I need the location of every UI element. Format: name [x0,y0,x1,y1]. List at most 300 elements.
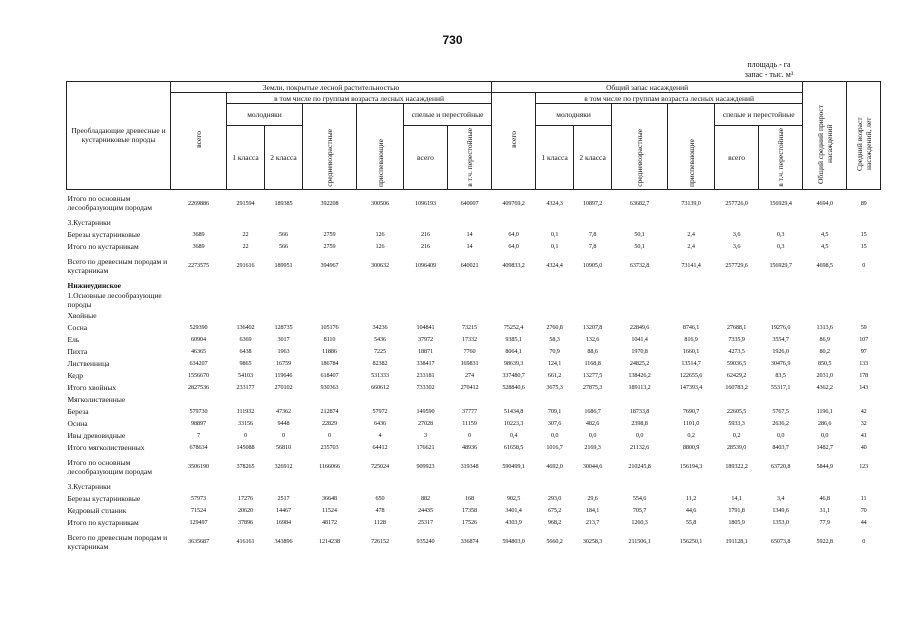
table-row [67,189,881,216]
cell-value: 212874 [320,407,339,415]
cell-value: 77,9 [819,518,830,526]
cell-value: 105176 [320,323,339,331]
cell-value: 48172 [322,518,337,526]
cell-value: 930363 [320,383,339,391]
cell-value: 44,6 [685,506,697,514]
cell-value: 63720,8 [770,463,791,471]
cell-value [536,309,574,321]
cell-value: 709,1 [547,407,562,415]
cell-value [303,480,357,492]
cell-value: 343896 [274,538,293,546]
cell-value: 2269886 [188,199,209,207]
cell-value: 156250,1 [679,538,703,546]
cell-value: 189113,2 [628,383,651,391]
cell-value [303,216,357,228]
cell-value: 8403,7 [772,443,789,451]
cell-value [612,291,668,309]
cell-value [265,291,303,309]
cell-value: 10897,2 [582,199,603,207]
row-label: Пихта [67,346,88,356]
cell-value: 73139,0 [681,199,701,207]
cell-value: 618407 [320,371,339,379]
stock-overmature-header: в т.ч. перестойные [759,126,803,190]
cell-value: 61658,5 [503,443,524,451]
cell-value [715,480,759,492]
cell-value: 62429,2 [726,371,747,379]
cell-value: 34236 [372,323,388,331]
cell-value: 71524 [191,506,206,514]
cell-value: 63682,7 [629,199,650,207]
cell-value [448,480,492,492]
row-label: 3.Кустарники [67,217,111,227]
cell-value: 1313,6 [816,323,833,331]
cell-value: 4694,0 [816,199,833,207]
cell-value: 1805,9 [728,518,745,526]
cell-value [574,216,612,228]
cell-value: 126 [375,230,385,238]
cell-value: 935240 [416,538,435,546]
cell-value: 0,0 [635,431,644,439]
cell-value: 11886 [322,347,337,355]
cell-value: 2760,8 [546,323,563,331]
cell-value: 337480,7 [502,371,525,379]
land-approaching-header: приспевающие [357,104,404,190]
row-label: Итого хвойных [67,382,117,392]
cell-value: 8800,9 [682,443,700,451]
cell-value: 1963 [277,347,290,355]
cell-value: 0 [862,538,866,546]
cell-value [803,309,847,321]
cell-value [574,279,612,291]
avg-increment-header: Общий средний прирост насаждений [803,82,847,190]
cell-value [536,393,574,405]
cell-value [171,480,227,492]
cell-value: 19276,0 [770,323,791,331]
cell-value: 88,6 [587,347,598,355]
cell-value: 909923 [416,463,435,471]
cell-value: 2,4 [687,242,695,250]
stock-total-header: всего [492,93,536,190]
cell-value [171,216,227,228]
cell-value: 3,4 [776,494,785,502]
cell-value: 30476,9 [770,359,791,367]
cell-value: 293,0 [547,494,562,502]
cell-value: 566 [279,230,288,238]
cell-value: 64,0 [508,230,519,238]
cell-value: 326912 [274,463,293,471]
cell-value: 4362,2 [816,383,833,391]
stock-class2-header: 2 класса [574,126,612,190]
cell-value: 409769,2 [502,199,525,207]
cell-value: 126 [375,242,385,250]
cell-value: 156929,4 [769,199,792,207]
cell-value [171,309,227,321]
cell-value [668,291,715,309]
cell-value: 590499,1 [502,463,525,471]
cell-value: 0,3 [776,242,785,250]
cell-value [265,279,303,291]
row-label: 3.Кустарники [67,481,111,491]
table-row [67,345,881,357]
cell-value [227,291,265,309]
species-header: Преобладающие древесные и кустарниковые породы [67,82,171,190]
cell-value: 50,1 [634,230,645,238]
cell-value [227,216,265,228]
cell-value: 2169,3 [584,443,601,451]
cell-value: 98639,3 [503,359,524,367]
cell-value: 0,0 [550,431,559,439]
cell-value [715,393,759,405]
cell-value: 6436 [374,419,386,427]
cell-value [357,309,404,321]
cell-value: 48936 [462,443,478,451]
cell-value [265,216,303,228]
stock-mature-header: спелые и перестойные [715,104,803,126]
cell-value [803,291,847,309]
cell-value [303,279,357,291]
cell-value: 22605,5 [726,407,747,415]
cell-value: 2827536 [188,383,209,391]
cell-value: 3675,3 [546,383,563,391]
cell-value: 189951 [274,262,293,270]
cell-value: 307,6 [547,419,562,427]
cell-value: 233177 [236,383,255,391]
cell-value: 156929,7 [769,262,792,270]
cell-value: 186784 [320,359,339,367]
row-label: Кедровый стланик [67,505,127,515]
cell-value [847,216,881,228]
table-row [67,516,881,528]
stock-class1-header: 1 класса [536,126,574,190]
cell-value: 5436 [374,335,386,343]
cell-value [227,279,265,291]
cell-value: 7335,9 [728,335,745,343]
cell-value [759,309,803,321]
cell-value: 0 [862,262,866,270]
cell-value: 1791,8 [728,506,745,514]
cell-value: 650 [375,494,385,502]
cell-value: 7760 [463,347,476,355]
row-label: Березы кустарниковые [67,229,141,239]
cell-value: 37896 [238,518,253,526]
cell-value: 0 [328,431,331,439]
cell-value: 211506,1 [628,538,651,546]
cell-value [404,480,448,492]
cell-value: 10223,3 [503,419,524,427]
table-row [67,480,881,492]
cell-value: 98897 [191,419,206,427]
cell-value: 4,5 [820,230,829,238]
cell-value [536,291,574,309]
cell-value: 11,2 [685,494,697,502]
cell-value: 725024 [371,463,389,471]
cell-value: 11524 [322,506,337,514]
cell-value [492,309,536,321]
cell-value [404,393,448,405]
cell-value [404,216,448,228]
cell-value: 4273,5 [728,347,745,355]
cell-value [759,480,803,492]
cell-value [759,216,803,228]
row-label: Березы кустарниковые [67,493,141,503]
cell-value [536,480,574,492]
cell-value: 3,6 [732,242,741,250]
cell-value: 2,4 [687,230,695,238]
cell-value: 111932 [236,407,255,415]
cell-value: 1556670 [188,371,209,379]
row-label: Ель [67,334,80,344]
cell-value: 705,7 [632,506,647,514]
cell-value [759,291,803,309]
table-row [67,405,881,417]
cell-value: 83,5 [775,371,786,379]
cell-value: 3,6 [732,230,741,238]
land-age-group-header: в том числе по группам возраста лесных насаждений [227,93,492,104]
cell-value: 3635687 [188,538,209,546]
cell-value: 0,2 [732,431,741,439]
row-label: Всего по древесным породам и кустарникам [67,256,168,275]
cell-value [492,291,536,309]
cell-value [847,309,881,321]
table-row [67,309,881,321]
land-young-header: молодняки [227,104,303,126]
cell-value: 22 [242,230,249,238]
cell-value [265,393,303,405]
cell-value: 257729,6 [725,262,748,270]
cell-value: 579730 [189,407,208,415]
cell-value: 184,1 [585,506,600,514]
cell-value: 51434,8 [503,407,524,415]
land-class1-header: 1 класса [227,126,265,190]
cell-value [303,291,357,309]
cell-value: 65073,8 [770,538,791,546]
cell-value: 27028 [418,419,433,427]
cell-value [536,279,574,291]
cell-value [357,480,404,492]
cell-value: 1260,3 [631,518,648,526]
cell-value: 143 [859,383,869,391]
row-label: Лиственница [67,358,110,368]
cell-value: 3506190 [188,463,209,471]
cell-value: 8110 [323,335,336,343]
row-label: Осина [67,418,88,428]
cell-value: 189322,2 [725,463,748,471]
cell-value: 394967 [320,262,339,270]
cell-value: 216 [421,242,430,250]
cell-value: 124,1 [547,359,562,367]
cell-value: 147393,4 [679,383,703,391]
cell-value: 21132,6 [630,443,650,451]
cell-value: 30258,3 [582,538,603,546]
cell-value: 4303,9 [505,518,522,526]
cell-value: 678634 [189,443,208,451]
cell-value: 4324,4 [546,262,563,270]
cell-value: 54103 [238,371,253,379]
stock-middle-header: средневозрастные [612,104,668,190]
cell-value [227,393,265,405]
cell-value: 42 [860,407,867,415]
cell-value: 1349,6 [772,506,789,514]
cell-value: 1686,7 [584,407,601,415]
cell-value: 1970,8 [631,347,648,355]
cell-value [668,216,715,228]
cell-value: 9448 [277,419,290,427]
cell-value: 7690,7 [682,407,700,415]
cell-value: 1016,7 [546,443,563,451]
cell-value [492,279,536,291]
cell-value: 82382 [372,359,388,367]
cell-value: 270412 [460,383,479,391]
cell-value: 968,2 [547,518,562,526]
cell-value: 8746,1 [682,323,700,331]
table-body [67,189,881,555]
cell-value: 138426,2 [628,371,651,379]
cell-value: 0,1 [550,242,559,250]
cell-value: 235703 [320,443,339,451]
cell-value [357,291,404,309]
cell-value: 9865 [239,359,252,367]
cell-value: 5767,5 [772,407,789,415]
cell-value: 58,3 [549,335,560,343]
table-row [67,291,881,309]
cell-value: 0,0 [588,431,597,439]
cell-value: 2273575 [188,262,209,270]
cell-value: 216 [421,230,430,238]
table-row [67,393,881,405]
table-row [67,216,881,228]
cell-value: 1096409 [415,262,436,270]
table-row [67,429,881,441]
stock-age-group-header: в том числе по группам возраста лесных насаждений [536,93,803,104]
cell-value: 20620 [238,506,253,514]
cell-value: 531333 [371,371,389,379]
cell-value: 7225 [374,347,386,355]
table-row [67,252,881,279]
table-row [67,492,881,504]
cell-value: 22829 [322,419,337,427]
cell-value: 160783,2 [725,383,748,391]
cell-value: 57973 [191,494,206,502]
cell-value: 1353,0 [772,518,789,526]
cell-value: 119646 [274,371,293,379]
cell-value: 57972 [372,407,388,415]
cell-value: 319348 [460,463,479,471]
cell-value: 80,2 [819,347,830,355]
cell-value: 122655,6 [679,371,703,379]
stock-mature-total-header: всего [715,126,759,190]
cell-value: 73215 [462,323,478,331]
cell-value: 1128 [374,518,386,526]
cell-value [536,216,574,228]
cell-value: 4 [378,431,382,439]
cell-value: 7,8 [588,242,597,250]
cell-value: 0 [244,431,247,439]
cell-value: 300506 [371,199,389,207]
cell-value: 1101,0 [683,419,700,427]
cell-value: 32 [860,419,867,427]
row-label: Итого мягколиственных [67,442,145,452]
land-mature-total-header: всего [404,126,448,190]
cell-value: 4692,0 [546,463,563,471]
cell-value: 16984 [276,518,291,526]
cell-value: 0,3 [776,230,785,238]
table-row [67,321,881,333]
cell-value [265,309,303,321]
cell-value: 2517 [277,494,290,502]
cell-value: 882 [421,494,430,502]
row-label: Хвойные [67,310,97,320]
cell-value [171,291,227,309]
cell-value: 270102 [274,383,293,391]
table-row [67,279,881,291]
stock-group-header: Общий запас насаждений [492,82,803,93]
cell-value: 13277,5 [582,371,603,379]
cell-value: 4,5 [820,242,829,250]
cell-value [265,480,303,492]
cell-value: 15 [860,242,867,250]
cell-value [847,291,881,309]
cell-value: 28539,0 [726,443,747,451]
cell-value [303,393,357,405]
cell-value: 9385,1 [505,335,522,343]
cell-value [668,393,715,405]
cell-value: 3401,4 [505,506,522,514]
cell-value [448,393,492,405]
cell-value: 5660,2 [546,538,563,546]
cell-value [847,480,881,492]
cell-value: 128735 [274,323,293,331]
cell-value: 189385 [274,199,293,207]
cell-value: 3 [424,431,427,439]
cell-value: 27688,1 [726,323,747,331]
cell-value: 4324,3 [546,199,563,207]
cell-value: 50,1 [634,242,645,250]
avg-age-header: Средний возраст насаждений, лет [847,82,881,190]
table-row [67,381,881,393]
cell-value: 338417 [416,359,435,367]
cell-value: 274 [465,371,475,379]
cell-value: 3689 [192,230,205,238]
cell-value: 24435 [418,506,433,514]
cell-value [715,309,759,321]
table-row [67,369,881,381]
land-middle-header: средневозрастные [303,104,357,190]
cell-value: 70 [860,506,867,514]
cell-value: 86,9 [819,335,830,343]
cell-value [303,309,357,321]
cell-value: 2636,2 [772,419,789,427]
table-row [67,453,881,480]
cell-value: 75252,4 [503,323,524,331]
cell-value: 107 [859,335,869,343]
cell-value: 291594 [236,199,255,207]
units-area: площадь - га [747,60,791,69]
cell-value [448,279,492,291]
table-header [67,82,881,190]
cell-value: 60904 [191,335,206,343]
cell-value: 1196,1 [816,407,833,415]
cell-value [357,393,404,405]
cell-value: 661,2 [547,371,562,379]
cell-value: 1482,7 [816,443,833,451]
cell-value: 5933,3 [728,419,745,427]
cell-value: 25317 [418,518,433,526]
cell-value: 169831 [460,359,479,367]
cell-value [803,480,847,492]
units-note [724,60,814,80]
cell-value: 178 [859,371,869,379]
page-number: 730 [442,33,463,47]
